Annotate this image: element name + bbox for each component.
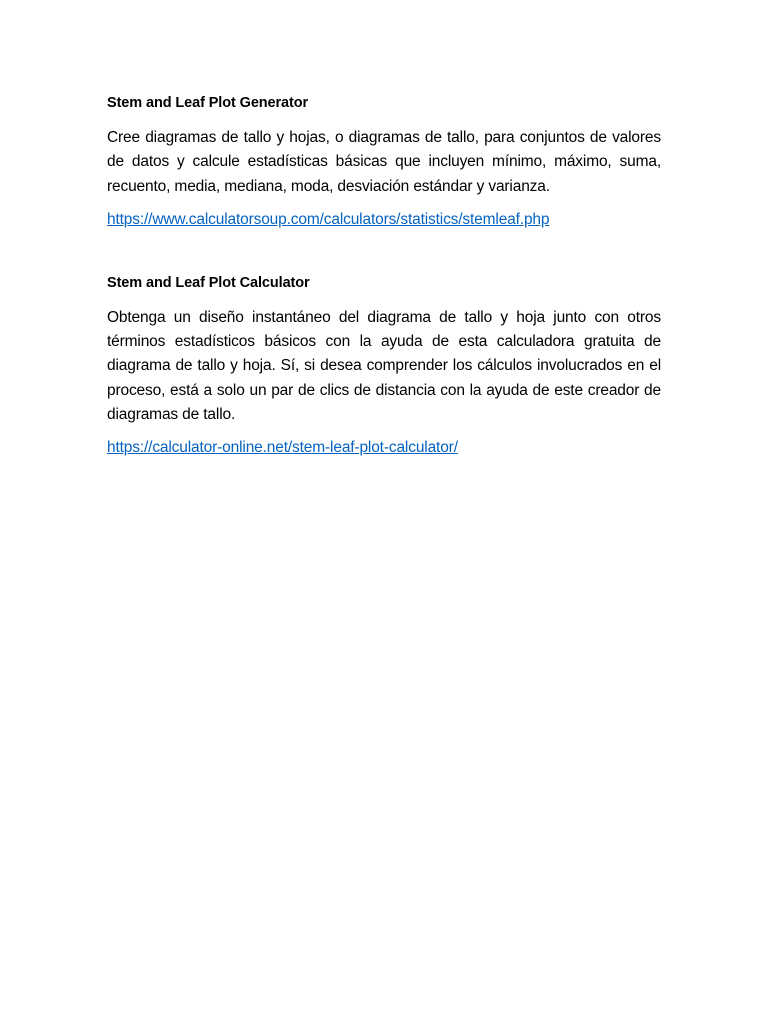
entry-title: Stem and Leaf Plot Calculator xyxy=(107,274,310,291)
entry-link[interactable]: https://www.calculatorsoup.com/calculators/statistics/stemleaf.php xyxy=(107,210,550,228)
entry-description: Cree diagramas de tallo y hojas, o diagramas de tallo, para conjuntos de valores de datos y calcule estadísticas básicas que incluyen mínimo, máximo, suma, recuento, media, mediana, moda, desviación estándar y varianza. xyxy=(107,129,661,195)
entry-description: Obtenga un diseño instantáneo del diagrama de tallo y hoja junto con otros términos estadísticos básicos con la ayuda de esta calculadora gratuita de diagrama de tallo y hoja. Sí, si desea comprender los cálculos involucrados en el proceso, está a solo un par de clics de distancia con la ayuda de este creador de diagramas de tallo. xyxy=(107,308,661,424)
entry-stem-leaf-plot-calculator xyxy=(107,273,661,459)
entry-stem-leaf-plot-generator xyxy=(107,93,661,231)
entry-title: Stem and Leaf Plot Generator xyxy=(107,95,309,111)
document-content xyxy=(107,93,661,501)
entry-link[interactable]: https://calculator-online.net/stem-leaf-plot-calculator/ xyxy=(107,439,458,457)
